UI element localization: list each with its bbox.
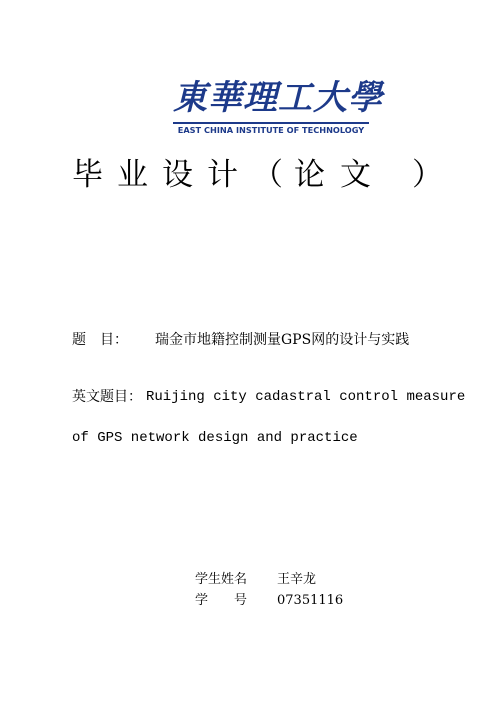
university-name-chinese: 東華理工大學 <box>173 78 383 118</box>
thesis-title-value: 瑞金市地籍控制测量GPS网的设计与实践 <box>155 332 410 348</box>
title-char: 计 <box>207 157 238 193</box>
logo-divider <box>173 122 369 124</box>
student-name-value: 王辛龙 <box>277 572 317 587</box>
title-char: 业 <box>117 157 148 193</box>
title-char: （ <box>252 157 283 193</box>
title-char: 论 <box>294 157 325 193</box>
title-char: ） <box>412 157 443 193</box>
title-char: 毕 <box>72 157 103 193</box>
student-id-value: 07351116 <box>277 593 344 608</box>
title-char: 文 <box>340 157 371 193</box>
thesis-title-label: 题 目： <box>72 332 128 348</box>
university-logo <box>173 74 383 136</box>
english-title-label: 英文题目： <box>72 389 142 405</box>
title-char: 设 <box>162 157 193 193</box>
english-title-line-1: Ruijing city cadastral control measure <box>146 389 466 405</box>
student-name-label: 学生姓名 <box>195 572 248 587</box>
english-title-line-2: of GPS network design and practice <box>72 430 358 446</box>
document-title <box>72 152 452 198</box>
university-name-english: EAST CHINA INSTITUTE OF TECHNOLOGY <box>177 125 365 135</box>
student-id-label: 学 号 <box>195 593 248 608</box>
